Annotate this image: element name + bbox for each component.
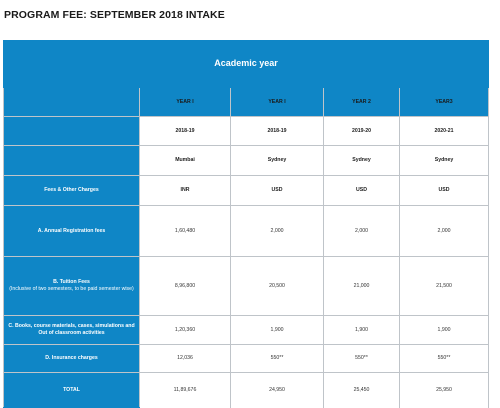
blank-cell	[4, 117, 140, 146]
value-cell: 21,500	[400, 257, 489, 316]
value-cell: 8,96,800	[140, 257, 231, 316]
year-header: YEAR I	[140, 88, 231, 117]
period-row	[4, 117, 489, 146]
city-cell: Mumbai	[140, 146, 231, 176]
total-cell: 11,89,676	[140, 373, 231, 408]
value-cell: USD	[231, 176, 324, 206]
fee-table	[3, 40, 489, 408]
table-row	[4, 257, 489, 316]
value-cell: 2,000	[231, 206, 324, 257]
city-cell: Sydney	[324, 146, 400, 176]
period-cell: 2019-20	[324, 117, 400, 146]
value-cell: 1,900	[400, 316, 489, 345]
value-cell: 550**	[400, 345, 489, 373]
city-cell: Sydney	[231, 146, 324, 176]
year-header: YEAR3	[400, 88, 489, 117]
page-title: PROGRAM FEE: SEPTEMBER 2018 INTAKE	[4, 9, 225, 21]
row-label: TOTAL	[4, 373, 140, 408]
city-row	[4, 146, 489, 176]
value-cell: USD	[400, 176, 489, 206]
row-label-main: B. Tuition Fees	[53, 279, 90, 286]
banner-row	[4, 41, 489, 88]
value-cell: 1,900	[231, 316, 324, 345]
value-cell: 20,500	[231, 257, 324, 316]
total-cell: 25,950	[400, 373, 489, 408]
year-header-row	[4, 88, 489, 117]
value-cell: 2,000	[400, 206, 489, 257]
total-cell: 25,450	[324, 373, 400, 408]
table-row	[4, 345, 489, 373]
value-cell: 2,000	[324, 206, 400, 257]
blank-cell	[4, 146, 140, 176]
value-cell: 12,036	[140, 345, 231, 373]
academic-year-banner: Academic year	[4, 41, 489, 88]
blank-cell	[4, 88, 140, 117]
row-label-sub: (Inclusive of two semesters, to be paid semester wise)	[9, 286, 134, 292]
table-row	[4, 316, 489, 345]
year-header: YEAR 2	[324, 88, 400, 117]
year-header: YEAR I	[231, 88, 324, 117]
value-cell: 1,60,480	[140, 206, 231, 257]
period-cell: 2018-19	[231, 117, 324, 146]
total-row	[4, 373, 489, 408]
value-cell: INR	[140, 176, 231, 206]
row-label	[4, 257, 140, 316]
row-label: A. Annual Registration fees	[4, 206, 140, 257]
value-cell: 550**	[324, 345, 400, 373]
row-label: Fees & Other Charges	[4, 176, 140, 206]
table-row	[4, 176, 489, 206]
period-cell: 2020-21	[400, 117, 489, 146]
city-cell: Sydney	[400, 146, 489, 176]
total-cell: 24,950	[231, 373, 324, 408]
table-row	[4, 206, 489, 257]
row-label: D. Insurance charges	[4, 345, 140, 373]
value-cell: 1,900	[324, 316, 400, 345]
value-cell: 1,20,360	[140, 316, 231, 345]
period-cell: 2018-19	[140, 117, 231, 146]
value-cell: 21,000	[324, 257, 400, 316]
row-label: C. Books, course materials, cases, simulations and Out of classroom activities	[4, 316, 140, 345]
value-cell: 550**	[231, 345, 324, 373]
value-cell: USD	[324, 176, 400, 206]
